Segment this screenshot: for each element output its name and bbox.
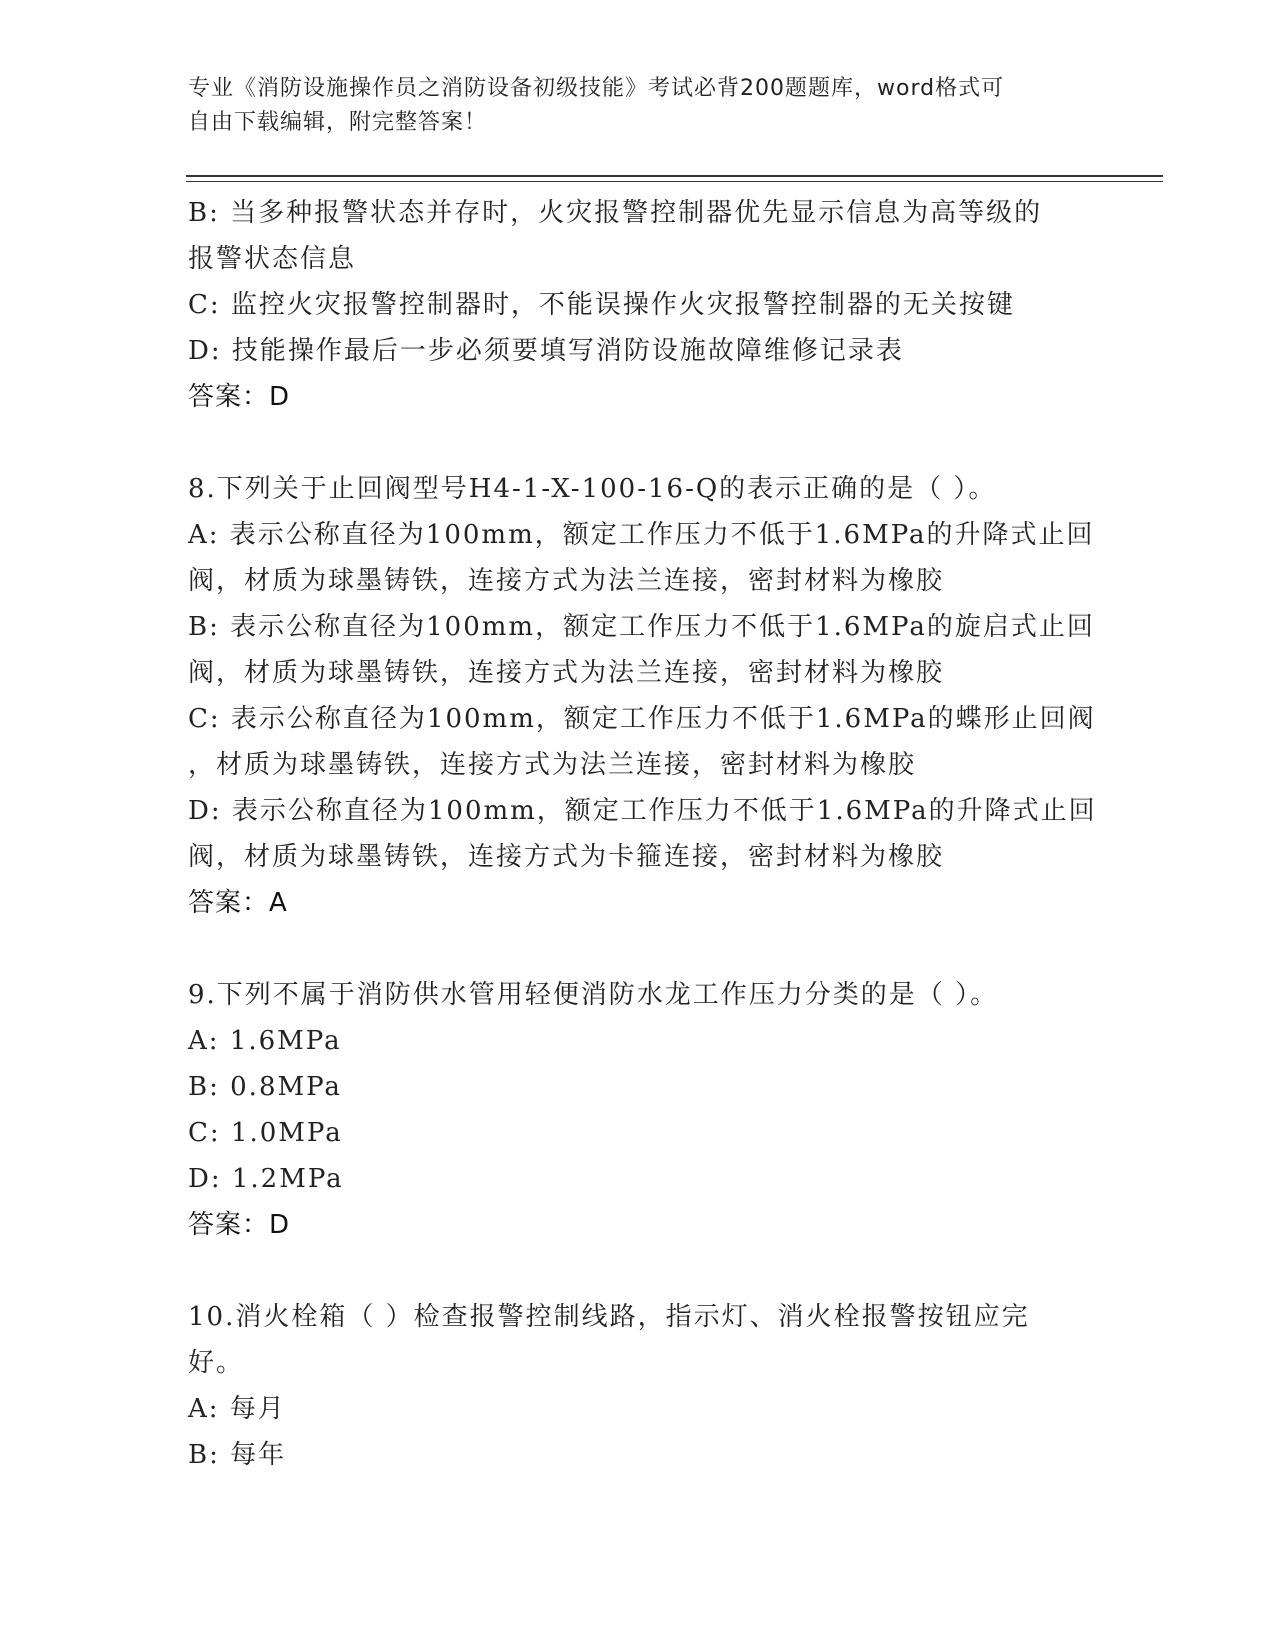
q8-option-a-line-1: A: 表示公称直径为100mm，额定工作压力不低于1.6MPa的升降式止回 [188,520,1095,550]
q8-option-b-line-1: B: 表示公称直径为100mm，额定工作压力不低于1.6MPa的旋启式止回 [188,612,1095,642]
header-line-1: 专业《消防设施操作员之消防设备初级技能》考试必背200题题库，word格式可 [188,76,1005,101]
question-9-block [188,972,1088,1248]
q9-question: 9.下列不属于消防供水管用轻便消防水龙工作压力分类的是（ ）。 [188,980,999,1010]
q9-option-d: D: 1.2MPa [188,1164,344,1194]
q9-option-b: B: 0.8MPa [188,1072,342,1102]
q8-option-d-line-1: D: 表示公称直径为100mm，额定工作压力不低于1.6MPa的升降式止回 [188,796,1097,826]
q8-option-b-line-2: 阀，材质为球墨铸铁，连接方式为法兰连接，密封材料为橡胶 [188,658,945,688]
q9-answer: 答案：D [188,1210,291,1240]
q9-option-a: A: 1.6MPa [188,1026,342,1056]
spacer [188,926,1088,972]
document-header [188,72,1088,140]
q7-option-d: D: 技能操作最后一步必须要填写消防设施故障维修记录表 [188,336,904,366]
header-divider-thick [186,175,1163,177]
q10-option-a: A: 每月 [188,1394,286,1424]
q10-question-line-2: 好。 [188,1348,245,1378]
header-line-2: 自由下载编辑，附完整答案！ [188,110,488,135]
q10-question-line-1: 10.消火栓箱（ ）检查报警控制线路，指示灯、消火栓报警按钮应完 [188,1302,1030,1332]
q7-option-b-line-1: B: 当多种报警状态并存时，火灾报警控制器优先显示信息为高等级的 [188,198,1043,228]
spacer [188,1248,1088,1294]
q10-option-b: B: 每年 [188,1440,287,1470]
q8-option-c-line-2: ，材质为球墨铸铁，连接方式为法兰连接，密封材料为橡胶 [188,750,917,780]
q8-question: 8.下列关于止回阀型号H4-1-X-100-16-Q的表示正确的是（ ）。 [188,474,997,504]
q7-answer: 答案：D [188,382,291,412]
question-8-block [188,466,1097,926]
question-7-block [188,190,1088,420]
spacer [188,420,1088,466]
q7-option-c: C: 监控火灾报警控制器时，不能误操作火灾报警控制器的无关按键 [188,290,1015,320]
q7-option-b-line-2: 报警状态信息 [188,244,357,274]
document-body [188,190,1097,1478]
q8-option-a-line-2: 阀，材质为球墨铸铁，连接方式为法兰连接，密封材料为橡胶 [188,566,945,596]
q8-option-c-line-1: C: 表示公称直径为100mm，额定工作压力不低于1.6MPa的蝶形止回阀 [188,704,1096,734]
q8-answer: 答案：A [188,888,288,918]
q9-option-c: C: 1.0MPa [188,1118,343,1148]
q8-option-d-line-2: 阀，材质为球墨铸铁，连接方式为卡箍连接，密封材料为橡胶 [188,842,945,872]
question-10-block [188,1294,1088,1478]
header-divider-thin [186,181,1163,182]
